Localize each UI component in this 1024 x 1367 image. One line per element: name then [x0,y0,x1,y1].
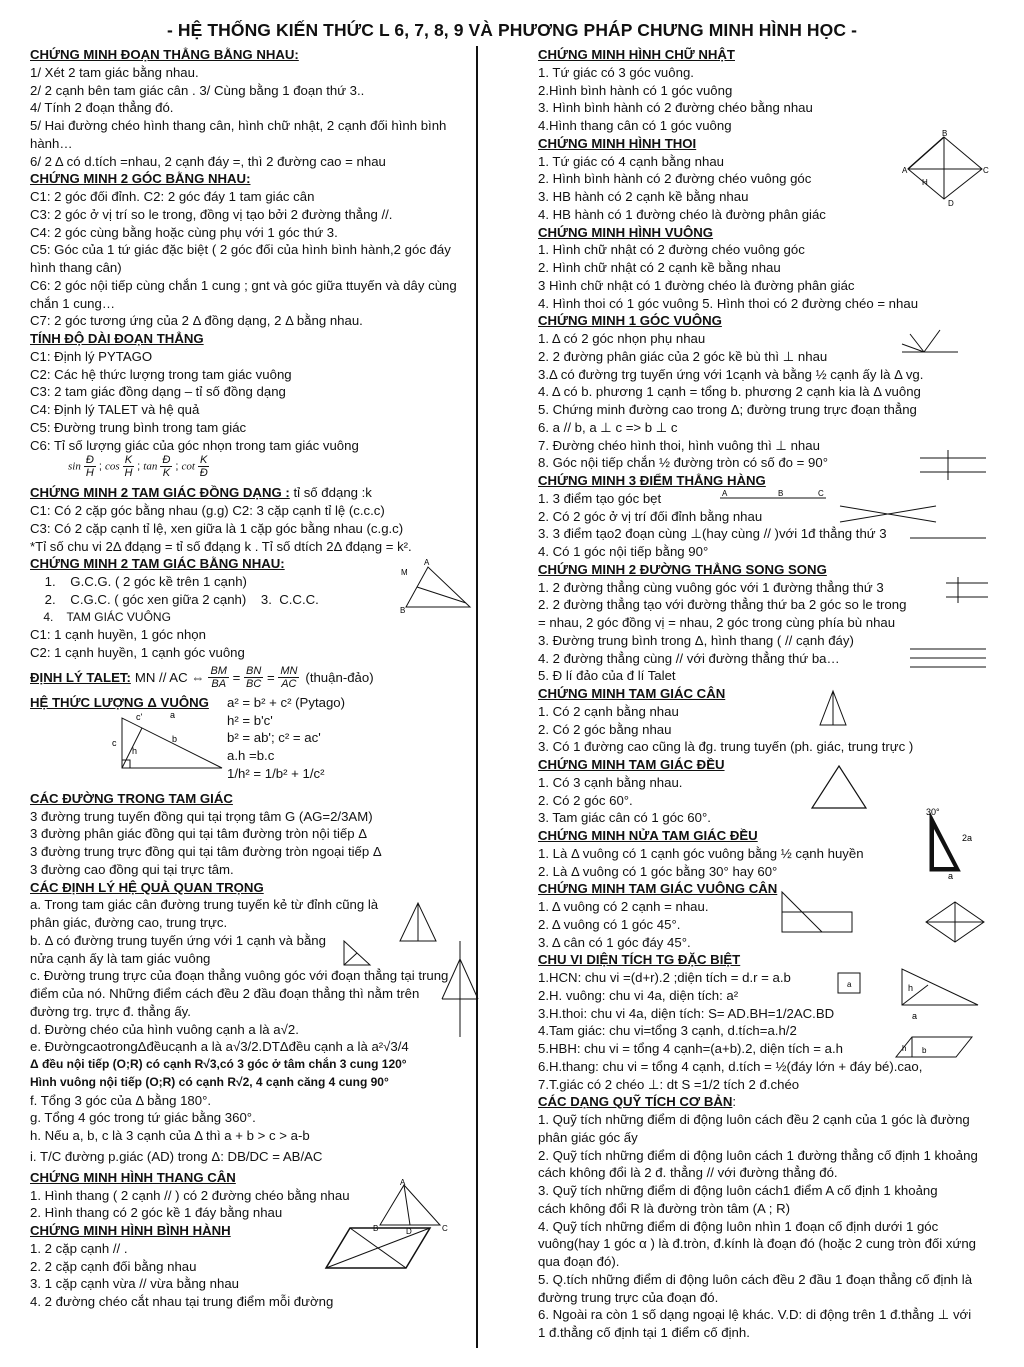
list-item: 1. Hình chữ nhật có 2 đường chéo vuông góc [538,242,805,258]
section-bang-nhau [30,555,472,662]
section-cac-duong [30,790,472,879]
list-item: 3. Tam giác cân có 1 góc 60°. [538,810,711,826]
list-item: 1. Có 3 cạnh bằng nhau. [538,774,683,790]
section-he-thuc-luong [30,694,472,790]
list-item: 3. Hình bình hành có 2 đường chéo bằng nhau [538,100,813,116]
list-item: 3. Đường trung bình trong Δ, hình thang ( // cạnh đáy) [538,632,854,648]
list-item: 2. Có 2 góc 60°. [538,792,633,808]
list-item: 1.HCN: chu vi =(d+r).2 ;diện tích = d.r = a.b [538,970,791,985]
list-item: 2/ 2 cạnh bên tam giác cân . 3/ Cùng bằng 1 đoạn thứ 3.. [30,82,365,98]
parallelogram-figure [322,1224,434,1272]
talet-triangle-figure [400,557,472,615]
svg-text:c': c' [136,711,143,722]
list-item: 3. HB hành có 2 cạnh kề bằng nhau [538,189,749,204]
list-item: 3 đường trung tuyến đồng qui tại trọng tâm G (AG=2/3AM) [30,808,373,824]
section-thoi [538,128,989,224]
list-item: 3 đường trung trực đồng qui tại tâm đường tròn ngoại tiếp Δ [30,844,382,859]
list-item: 1. Δ có 2 góc nhọn phụ nhau [538,331,706,346]
area-figures [838,967,988,1029]
section-heading: CHU VI DIỆN TÍCH TG ĐẶC BIỆT [538,952,741,968]
three-parallel-lines-figure [908,645,988,671]
section-thang-hang [538,472,988,561]
svg-text:D: D [948,198,954,208]
right-isosceles-figure [778,886,858,936]
section-heading: CHỨNG MINH 3 ĐIỂM THẲNG HÀNG [538,473,766,488]
vertical-angles-figure [838,502,938,526]
isosceles-figure [396,901,440,945]
list-item: C6: Tỉ số lượng giác của góc nhọn trong tam giác vuông [30,437,359,453]
list-item: 1/ Xét 2 tam giác bằng nhau. [30,64,199,80]
svg-text:A: A [722,489,728,498]
section-heading: CHỨNG MINH 2 TAM GIÁC ĐỒNG DẠNG : [30,485,290,501]
list-item: 1. Tứ giác có 3 góc vuông. [538,64,694,80]
list-item: 1. Tứ giác có 4 cạnh bằng nhau [538,153,725,169]
list-item: 1. 2 cặp cạnh // . [30,1240,128,1256]
list-item: 4. Hình thoi có 1 góc vuông 5. Hình thoi có 2 đường chéo = nhau [538,295,919,311]
column-divider [476,46,478,1348]
list-item: 5. Q.tích những điểm di động luôn cách đều 2 đầu 1 đoạn thẳng cố định là đường trung trực của đoạn đó. [538,1271,973,1305]
section-heading: CHỨNG MINH HÌNH VUÔNG [538,224,714,240]
list-item: 5/ Hai đường chéo hình thang cân, hình chữ nhật, 2 cạnh đối hình bình hành… [30,118,447,151]
list-item: 2. 2 đường phân giác của 2 góc kề bù thì ⊥ nhau [538,348,828,364]
list-item: 2. 2 cặp cạnh đối bằng nhau [30,1258,197,1274]
list-item: e. ĐườngcaotrongΔđềucạnh a là a√3/2.DTΔđều cạnh a là a²√3/4 [30,1039,409,1055]
list-item: 4.Tam giác: chu vi=tổng 3 cạnh, d.tích=a.h/2 [538,1023,797,1039]
list-item: C2: Các hệ thức lượng trong tam giác vuông [30,366,292,382]
section-heading: CHỨNG MINH TAM GIÁC CÂN [538,686,726,701]
section-heading: CHỨNG MINH HÌNH THANG CÂN [30,1169,236,1185]
list-item: f. Tổng 3 góc của Δ bằng 180°. [30,1092,212,1108]
svg-text:B: B [778,489,784,498]
list-item: 2.Hình bình hành có 1 góc vuông [538,82,733,98]
list-item: 1. 2 đường thẳng cùng vuông góc với 1 đường thẳng thứ 3 [538,579,884,595]
list-item: 3. Quỹ tích những điểm di động luôn cách1 điểm A cố định 1 khoảng cách không đổi R là đường tròn tâm (A ; R) [538,1183,938,1216]
section-heading: CÁC ĐỊNH LÝ HỆ QUẢ QUAN TRỌNG [30,879,264,895]
svg-text:c: c [112,737,117,748]
list-item: 2. 2 đường thẳng tạo với đường thẳng thứ ba 2 góc so le trong [538,597,907,613]
section-heading: CHỨNG MINH HÌNH BÌNH HÀNH [30,1223,231,1238]
formula-list: a² = b² + c² (Pytago) h² = b'c' b² = ab'; c² = ac' a.h =b.c 1/h² = 1/b² + 1/c² [227,694,345,781]
section-heading: CHỨNG MINH NỬA TAM GIÁC ĐỀU [538,828,758,843]
list-item: Hình vuông nội tiếp (O;R) có cạnh R√2, 4 cạnh căng 4 cung 90° [30,1074,389,1089]
section-vuong [538,224,988,313]
list-item: 2. Hình bình hành có 2 đường chéo vuông góc [538,171,812,187]
list-item: C2: 1 cạnh huyền, 1 cạnh góc vuông [30,645,245,660]
section-heading: HỆ THỨC LƯỢNG Δ VUÔNG [30,694,209,710]
list-item: h. Nếu a, b, c là 3 cạnh của Δ thì a + b > c > a-b [30,1128,310,1143]
perpendicular-bisector-figure [440,939,480,1039]
svg-text:h: h [902,1044,907,1054]
svg-text:a: a [170,709,176,720]
list-item: 6.H.thang: chu vi = tổng 4 cạnh, d.tích = ½(đáy lớn + đáy bé).cao, [538,1058,923,1074]
section-vuong-can [538,880,988,951]
section-do-dai [30,330,472,484]
section-heading: CÁC ĐƯỜNG TRONG TAM GIÁC [30,790,233,806]
list-item: 2. Hình chữ nhật có 2 cạnh kề bằng nhau [538,260,781,275]
section-tam-giac-deu [538,756,988,827]
list-item: 4. 2 đường thẳng cùng // với đường thẳng thứ ba… [538,650,840,666]
list-item: 1. Là Δ vuông có 1 cạnh góc vuông bằng ½ cạnh huyền [538,845,864,861]
svg-text:a: a [912,1011,918,1022]
list-item: C1: 2 góc đối đỉnh. C2: 2 góc đáy 1 tam giác cân [30,189,315,204]
list-item: 4. TAM GIÁC VUÔNG [30,609,171,624]
svg-text:A: A [400,1177,406,1187]
section-quy-tich: CÁC DẠNG QUỸ TÍCH CƠ BẢN: 1. Quỹ tích những điểm di động luôn cách đều 2 cạnh của 1 góc là đường phân giác góc ấy 2. Quỹ tích những điểm di động luôn cách 1 đường thẳng cố định 1 khoảng cách không đổi là 2 đ. thẳng // với đường thẳng đó. 3. Quỹ tích những điểm di động luôn cách1 điểm A cố định 1 khoảng cách không đổi R là đường tròn tâm (A ; R) 4. Quỹ tích những điểm di động luôn nhìn 1 đoạn cố định dưới 1 góc vuông(hay 1 góc α ) là đ.tròn, đ.kính là đoạn đó (hoặc 2 cung tròn đối xứng qua đoạn đó). 5. Q.tích những điểm di động luôn cách đều 2 đầu 1 đoạn thẳng cố định là đường trung trực của đoạn đó. 6. Ngoài ra còn 1 số dạng ngoại lệ khác. V.D: di động trên 1 đ.thẳng ⊥ với 1 đ.thẳng cố định tại 1 điểm cố định. [538,1093,988,1342]
section-heading: CHỨNG MINH TAM GIÁC ĐỀU [538,757,725,772]
page-title: - HỆ THỐNG KIẾN THỨC L 6, 7, 8, 9 VÀ PHƯƠNG PHÁP CHƯNG MINH HÌNH HỌC - [166,20,858,40]
square-rhombus-figure [922,900,988,944]
svg-text:A: A [902,165,908,175]
list-item: a. Trong tam giác cân đường trung tuyến kẻ từ đỉnh cũng là phân giác, đường cao, trung trực. [30,897,379,930]
list-item: 1. Δ vuông có 2 cạnh = nhau. [538,899,709,914]
list-item: 6. a // b, a ⊥ c => b ⊥ c [538,419,678,435]
list-item: 2. Δ vuông có 1 góc 45°. [538,916,681,932]
half-equilateral-figure [924,807,982,881]
list-item: C4: 2 góc cùng bằng hoặc cùng phụ với 1 góc thứ 3. [30,224,338,240]
svg-text:30°: 30° [926,807,940,817]
list-item: Δ đều nội tiếp (O;R) có cạnh R√3,có 3 góc ở tâm chắn 3 cung 120° [30,1057,407,1071]
list-item: 3 Hình chữ nhật có 1 đường chéo là đường phân giác [538,277,855,293]
list-item: 3 đường cao đồng qui tại trực tâm. [30,861,234,877]
section-talet: ĐỊNH LÝ TALET: MN // AC ⇔ $\frac{BM}{BA}$ = $\frac{BN}{BC}$ = $\frac{MN}{AC}$ (thuận-đảo) [30,665,374,691]
section-heading: CHỨNG MINH ĐOẠN THẲNG BẰNG NHAU: [30,47,299,62]
section-heading: CÁC DẠNG QUỸ TÍCH CƠ BẢN [538,1094,733,1110]
list-item: 3 đường phân giác đồng qui tại tâm đường tròn nội tiếp Δ [30,826,368,842]
list-item: 7.T.giác có 2 chéo ⊥: dt S =1/2 tích 2 đ.chéo [538,1076,800,1092]
list-item: 6. Ngoài ra còn 1 số dạng ngoại lệ khác. V.D: di động trên 1 đ.thẳng ⊥ với 1 đ.thẳng cố định tại 1 điểm cố định. [538,1307,972,1340]
list-item: 4. 2 đường chéo cắt nhau tại trung điểm mỗi đường [30,1294,334,1309]
list-item: 3.H.thoi: chu vi 4a, diện tích: S= AD.BH=1/2AC.BD [538,1005,835,1021]
list-item: i. T/C đường p.giác (AD) trong Δ: DB/DC = AB/AC [30,1148,323,1164]
collinear-figure [908,526,988,546]
section-heading: TÍNH ĐỘ DÀI ĐOẠN THẲNG [30,331,204,346]
section-heading: CHỨNG MINH TAM GIÁC VUÔNG CÂN [538,881,778,897]
svg-text:B: B [942,128,948,138]
list-item: b. Δ có đường trung tuyến ứng với 1 cạnh và bằng nửa cạnh ấy là tam giác vuông [30,932,326,966]
svg-text:D: D [406,1226,412,1236]
section-heading: CHỨNG MINH 2 TAM GIÁC BẰNG NHAU: [30,556,285,572]
svg-text:h: h [908,983,914,994]
list-item: 2. Là Δ vuông có 1 góc bằng 30° hay 60° [538,863,778,879]
section-chu-vi-dien-tich [538,951,988,1093]
vertex-label: M [401,568,408,578]
section-binh-hanh [30,1222,472,1311]
list-item: C3: Có 2 cặp cạnh tỉ lệ, xen giữa là 1 cặp góc bằng nhau (c.g.c) [30,520,404,536]
svg-text:2a: 2a [962,833,973,843]
section-dong-dang: CHỨNG MINH 2 TAM GIÁC ĐỒNG DẠNG : tỉ số đdạng :k C1: Có 2 cặp góc bằng nhau (g.g) C2: 3 cặp cạnh tỉ lệ (c.c.c) C3: Có 2 cặp cạnh tỉ lệ, xen giữa là 1 cặp góc bằng nhau (c.g.c) *Tỉ số chu vi 2Δ đdạng = tỉ số đdạng k . Tỉ số dtích 2Δ đdạng = k². [30,484,472,555]
list-item: 3. Có 1 đường cao cũng là đg. trung tuyến (ph. giác, trung trực ) [538,739,914,755]
list-item: C1: Có 2 cặp góc bằng nhau (g.g) C2: 3 cặp cạnh tỉ lệ (c.c.c) [30,503,385,518]
section-goc-vuong [538,312,988,472]
list-item: 5. Chứng minh đường cao trong Δ; đường trung trực đoạn thẳng [538,402,917,417]
list-item: 8. Góc nội tiếp chắn ½ đường tròn có số đo = 90° [538,455,828,471]
list-item: 6/ 2 Δ có d.tích =nhau, 2 cạnh đáy =, thì 2 đường cao = nhau [30,153,386,169]
list-item: 4.Hình thang cân có 1 góc vuông [538,118,732,133]
vertex-label: B [400,606,406,616]
svg-text:H: H [922,177,928,187]
right-triangle-figure [110,710,230,772]
list-item: 2. C.G.C. ( góc xen giữa 2 cạnh) 3. C.C.C. [30,591,319,607]
list-item: C3: 2 tam giác đồng dạng – tỉ số đồng dạng [30,384,286,400]
section-song-song [538,561,988,685]
list-item: 3. Δ cân có 1 góc đáy 45°. [538,934,691,950]
list-item: 4. Có 1 góc nội tiếp bằng 90° [538,544,709,559]
svg-text:B: B [373,1223,379,1233]
isosceles-triangle-figure [816,689,850,729]
list-item: 3. 3 điểm tạo2 đoạn cùng ⊥(hay cùng // )với 1đ thẳng thứ 3 [538,526,887,542]
angle-bisectors-figure [900,326,960,356]
svg-text:b: b [922,1046,927,1056]
list-item: C5: Góc của 1 tứ giác đặc biệt ( 2 góc đối của hình bình hành,2 góc đáy hình thang cân) [30,242,451,275]
section-heading: CHỨNG MINH 1 GÓC VUÔNG [538,313,722,329]
trig-ratios: sin $\frac{Đ}{H}$ ; cos $\frac{K}{H}$ ; tan $\frac{Đ}{K}$ ; cot $\frac{K}{Đ}$ [68,454,208,480]
svg-text:b: b [172,733,178,744]
list-item: 1. Hình thang ( 2 cạnh // ) có 2 đường chéo bằng nhau [30,1187,350,1203]
list-item: 3. 1 cặp cạnh vừa // vừa bằng nhau [30,1276,240,1292]
list-item: 3.Δ có đường trg tuyến ứng với 1cạnh và bằng ½ cạnh ấy là Δ vg. [538,366,924,382]
section-heading: CHỨNG MINH HÌNH THOI [538,135,697,151]
svg-text:C: C [818,489,824,498]
svg-text:C: C [983,165,989,175]
svg-text:C: C [442,1223,448,1233]
section-tam-giac-can [538,685,988,756]
list-item: 1. Có 2 cạnh bằng nhau [538,703,679,719]
list-item: 2.H. vuông: chu vi 4a, diện tích: a² [538,987,739,1003]
list-item: C6: 2 góc nội tiếp cùng chắn 1 cung ; gnt và góc giữa ttuyến và dây cùng chắn 1 cung… [30,277,457,311]
svg-text:a: a [948,871,954,881]
section-heading: CHỨNG MINH 2 ĐƯỜNG THẲNG SONG SONG [538,561,827,577]
parallelogram-area-figure [894,1035,974,1059]
list-item: C3: 2 góc ở vị trí so le trong, đồng vị tạo bởi 2 đường thẳng //. [30,206,393,222]
straight-angle-figure [718,488,828,504]
list-item: C1: Định lý PYTAGO [30,348,153,364]
list-item: 4. Quỹ tích những điểm di động luôn nhìn 1 đoạn cố định dưới 1 góc vuông(hay 1 góc α ) là đ.tròn, đ.kính là đoạn đó (hoặc 2 cung tròn đối xứng qua đoạn đó). [538,1218,976,1269]
list-item: C5: Đường trung bình trong tam giác [30,419,247,435]
list-item: 4. HB hành có 1 đường chéo là đường phân giác [538,206,826,222]
list-item: 2. Có 2 góc bằng nhau [538,721,672,737]
svg-text:a: a [847,980,852,990]
list-item: 5. Đ lí đảo của đ lí Talet [538,668,676,684]
list-item: g. Tổng 4 góc trong tứ giác bằng 360°. [30,1110,256,1126]
list-item: 1. G.C.G. ( 2 góc kề trên 1 cạnh) [30,574,247,589]
list-item: C7: 2 góc tương ứng của 2 Δ đồng dạng, 2 Δ bằng nhau. [30,313,363,329]
list-item: 1. Quỹ tích những điểm di động luôn cách đều 2 cạnh của 1 góc là đường phân giác góc ấy [538,1112,970,1145]
equilateral-triangle-figure [806,760,872,812]
list-item: 2. Quỹ tích những điểm di động luôn cách 1 đường thẳng cố định 1 khoảng cách không đổi là 2 đ. thẳng // với đường thẳng đó. [538,1147,978,1181]
list-item: 2. Có 2 góc ở vị trí đối đỉnh bằng nhau [538,508,763,524]
section-doan-thang [30,46,472,170]
section-heading: ĐỊNH LÝ TALET: [30,669,131,685]
section-thang-can [30,1169,472,1222]
list-item: 4. Δ có b. phương 1 cạnh = tổng b. phương 2 cạnh kia là Δ vuông [538,384,921,400]
section-heading: CHỨNG MINH HÌNH CHỮ NHẬT [538,47,735,62]
vertex-label: A [424,558,430,568]
list-item: 7. Đường chéo hình thoi, hình vuông thì ⊥ nhau [538,437,820,453]
left-column [30,46,472,1311]
list-item: 5.HBH: chu vi = tổng 4 cạnh=(a+b).2, diện tích = a.h [538,1041,843,1056]
right-column [538,46,988,1342]
parallel-lines-figure [944,575,990,605]
list-item: d. Đường chéo của hình vuông cạnh a là a√2. [30,1021,299,1037]
list-item: 1. 3 điểm tạo góc bẹt [538,490,662,506]
svg-text:h: h [132,745,138,756]
list-item: *Tỉ số chu vi 2Δ đdạng = tỉ số đdạng k . Tỉ số dtích 2Δ đdạng = k². [30,538,412,554]
list-item: 4/ Tính 2 đoạn thẳng đó. [30,100,174,116]
section-heading: CHỨNG MINH 2 GÓC BẰNG NHAU: [30,171,251,187]
list-item: = nhau, 2 góc đồng vị = nhau, 2 góc trong cùng phía bù nhau [538,615,896,630]
median-figure [342,937,372,967]
list-item: C1: 1 cạnh huyền, 1 góc nhọn [30,627,206,643]
list-item: c. Đường trung trực của đoạn thẳng vuông góc với đoạn thẳng tại trung điểm của nó. Những điểm cách đều 2 đầu đoạn thẳng thì nằm trên đường trg. trực đ. thẳng ấy. [30,968,449,1019]
section-goc [30,170,472,330]
section-chu-nhat [538,46,988,135]
rhombus-figure [902,129,988,207]
list-item: 2. Hình thang có 2 góc kề 1 đáy bằng nhau [30,1205,283,1221]
list-item: C4: Định lý TALET và hệ quả [30,402,200,417]
